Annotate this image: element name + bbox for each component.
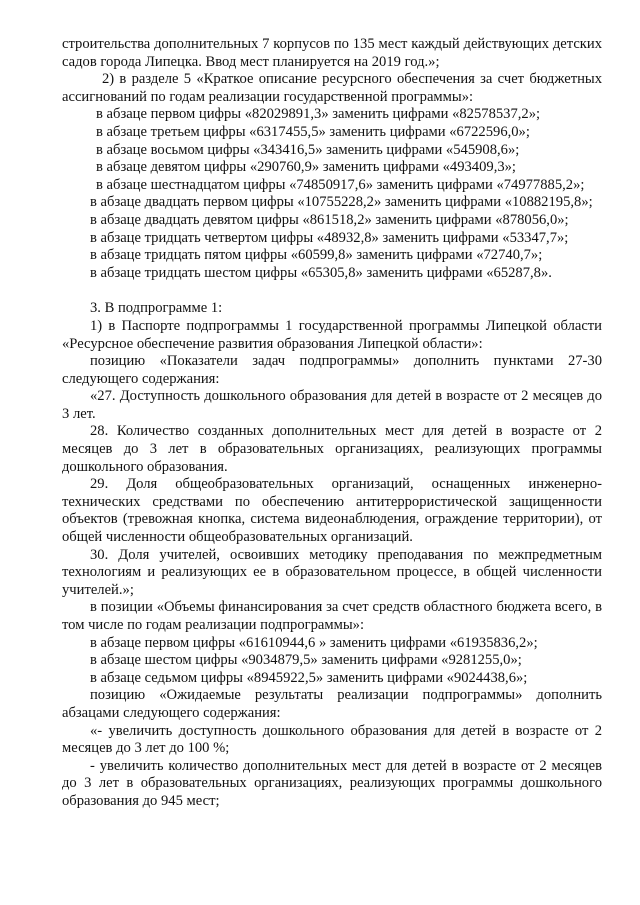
paragraph-funding-1: в абзаце первом цифры «61610944,6 » заменить цифрами «61935836,2»;: [90, 634, 538, 651]
document-page: [62, 36, 602, 811]
paragraph-replace-34: в абзаце тридцать четвертом цифры «48932,8» заменить цифрами «53347,7»;: [90, 229, 569, 246]
paragraph-section-5: 2) в разделе 5 «Краткое описание ресурсного обеспечения за счет бюджетных ассигнований по годам реализации государственной программы»:: [62, 71, 602, 105]
paragraph-expected-results: позицию «Ожидаемые результаты реализации подпрограммы» дополнить абзацами следующего содержания:: [62, 687, 602, 721]
paragraph-replace-16: в абзаце шестнадцатом цифры «74850917,6» заменить цифрами «74977885,2»;: [96, 176, 585, 193]
paragraph-spacer: [62, 282, 602, 300]
paragraph-replace-21: в абзаце двадцать первом цифры «10755228,2» заменить цифрами «10882195,8»;: [90, 194, 593, 211]
paragraph-replace-3: в абзаце третьем цифры «6317455,5» заменить цифрами «6722596,0»;: [96, 123, 530, 140]
paragraph-passport: 1) в Паспорте подпрограммы 1 государственной программы Липецкой области «Ресурсное обеспечение развития образования Липецкой области»:: [62, 317, 602, 352]
paragraph-replace-1: в абзаце первом цифры «82029891,3» заменить цифрами «82578537,2»;: [96, 106, 541, 123]
paragraph-item-29: 29. Доля общеобразовательных организаций, оснащенных инженерно-технических средствами по обеспечению антитеррористической защищенности объектов (тревожная кнопка, система видеонаблюдения, ограждение территории), от общей численности общеобразовательных организаций.: [62, 476, 602, 546]
paragraph-funding: в позиции «Объемы финансирования за счет средств областного бюджета всего, в том числе по годам реализации подпрограммы»:: [62, 599, 602, 633]
paragraph-replace-8: в абзаце восьмом цифры «343416,5» заменить цифрами «545908,6»;: [96, 141, 520, 158]
paragraph-replace-9: в абзаце девятом цифры «290760,9» заменить цифрами «493409,3»;: [96, 159, 516, 176]
paragraph-item-27: «27. Доступность дошкольного образования для детей в возрасте от 2 месяцев до 3 лет.: [62, 388, 602, 422]
paragraph-continuation: строительства дополнительных 7 корпусов по 135 мест каждый действующих детских садов города Липецка. Ввод мест планируется на 2019 год.»;: [62, 36, 602, 70]
paragraph-funding-6: в абзаце шестом цифры «9034879,5» заменить цифрами «9281255,0»;: [90, 652, 522, 669]
paragraph-replace-36: в абзаце тридцать шестом цифры «65305,8» заменить цифрами «65287,8».: [90, 264, 552, 281]
paragraph-funding-7: в абзаце седьмом цифры «8945922,5» заменить цифрами «9024438,6»;: [90, 669, 528, 686]
paragraph-subprogram-heading: 3. В подпрограмме 1:: [90, 300, 223, 317]
paragraph-indicators: позицию «Показатели задач подпрограммы» дополнить пунктами 27-30 следующего содержания:: [62, 353, 602, 387]
paragraph-item-30: 30. Доля учителей, освоивших методику преподавания по межпредметным технологиям и реализующих ее в образовательном процессе, в общей численности учителей.»;: [62, 546, 602, 598]
paragraph-item-28: 28. Количество созданных дополнительных мест для детей в возрасте от 2 месяцев до 3 лет в образовательных организациях, реализующих программы дошкольного образования.: [62, 423, 602, 475]
paragraph-result-2: - увеличить количество дополнительных мест для детей в возрасте от 2 месяцев до 3 лет в образовательных организациях, реализующих программы дошкольного образования до 945 мест;: [62, 757, 602, 809]
paragraph-replace-29: в абзаце двадцать девятом цифры «861518,2» заменить цифрами «878056,0»;: [90, 211, 569, 228]
paragraph-replace-35: в абзаце тридцать пятом цифры «60599,8» заменить цифрами «72740,7»;: [90, 247, 543, 264]
paragraph-result-1: «- увеличить доступность дошкольного образования для детей в возрасте от 2 месяцев до 3 лет до 100 %;: [62, 722, 602, 757]
